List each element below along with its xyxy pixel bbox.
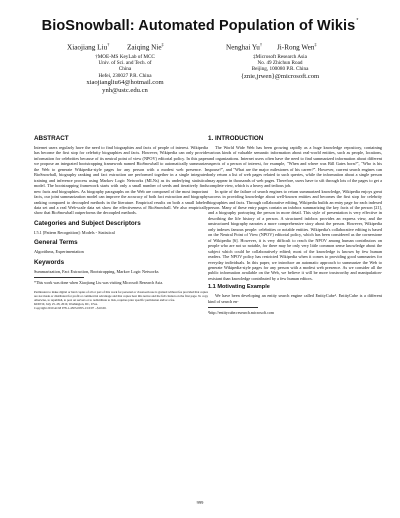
page-number: 999 [196,500,204,505]
affiliation-ustc: †MOE-MS KeyLab of MCC Univ. of Sci. and Tech. of China Hefei, 230027 P.R. China xiaojiangliu64@hotmail.com ynh@ustc.edu.cn [70,54,180,95]
paragraph: We have been developing an entity search engine called EntityCube¹. EntityCube is a different kind of search en- [208,293,382,304]
motivating-example-heading: 1.1 Motivating Example [208,284,270,291]
footnote-rule [34,277,84,278]
general-terms-text: Algorithms, Experimentation [34,249,84,255]
categories-text: I.5.1 [Pattern Recognition]: Models - Statistical [34,229,115,235]
keywords-heading: Keywords [34,258,65,266]
author-name: Xiaojiang Liu† [67,42,110,52]
author-name: Ji-Rong Wen‡ [277,42,317,52]
general-terms-heading: General Terms [34,239,78,247]
footnote: *This work was done when Xiaojiang Liu was visiting Microsoft Research Asia. [34,280,164,286]
keywords-text: Summarization, Fact Extraction, Bootstrapping, Markov Logic Networks [34,268,159,274]
abstract-text: Internet users regularly have the need to find biographies and facts of people of interest. Wikipedia has become the first stop for celebrity biographies and facts. However, Wikipedia can only provide information for celebrities because of its neutral point of view (NPOV) editorial policy. In this paper we propose an integrated bootstrapping framework named BioSnowball to automatically summarize the Web to generate Wikipedia-style pages for any person with a modest web presence. In BioSnowball, biography ranking and fact extraction are performed together in a single integrated training and inference process using Markov Logic Networks (MLNs) as its underlying statistical model. The bootstrapping framework starts with only a small number of seeds and iteratively finds new facts and biographies. As biography paragraphs on the Web are composed of the most important facts, our joint summarization model can improve the accuracy of both fact extraction and biography ranking compared to decoupled methods in the literature. Empirical results on both a small labeled data set and a real Web-scale data set show the effectiveness of BioSnowball. We also empirically show that BioSnowball outperforms the decoupled methods. [34,145,208,216]
footnote-rule [208,307,258,308]
paragraph: In spite of the failure of search engines to return summarized knowledge, Wikipedia enjoys great success in providing knowledge about well-known entities and becomes the first stop for celebrity biographies and facts. Through collaborative editing, Wikipedia builds an entry page for each indexed person. Many of these entry pages contain an infobox summarizing the key facts of the person [21], and a biography portraying the person in more detail. This style of presentation is very effective in describing the life history of a person. A structured infobox provides an express view, and the unstructured biography narrates a more comprehensive story about the person. However, Wikipedia only indexes famous people: celebrities or notable entities. Wikipedia's collaborative editing is based on the Neutral Point of View (NPOV) editorial policy, which has been considered as the cornerstone of Wikipedia [6]. However, it is very difficult to reach the NPOV among human contributors on people who are not so notable, for there may be only very little common sense knowledge about the subject which could be collaboratively edited; most of the knowledge is known by few human readers. The NPOV policy has restricted Wikipedia when it comes to providing good summaries for everyday individuals. In this paper, we introduce an automatic approach to summarize the Web to generate Wikipedia-style pages for any person with a modest web presence. As we consider all the public information available on the Web, we believe it will be more trustworthy and manipulation-resistant than knowledge contributed by a few human editors. [208,188,382,281]
permission-notice: Permission to make digital or hard copies of all or part of this work for personal or classroom use is granted without fee provided that copies are not made or distributed for profit or commercial advantage and that copies bear this notice and the full citation on the first page. To copy otherwise, to republish, to post on servers or to redistribute to lists, requires prior specific permission and/or a fee. KDD'10, July 25–28, 2010, Washington, DC, USA. Copyright 2010 ACM 978-1-4503-0055-1/10/07 ...$10.00. [34,290,208,310]
abstract-heading: ABSTRACT [34,135,69,142]
footnote-url: ¹http://entitycube.research.microsoft.com [208,310,274,316]
introduction-heading: 1. INTRODUCTION [208,135,264,142]
left-column [34,135,208,311]
right-column [208,135,382,315]
title-text: BioSnowball: Automated Population of Wikis [41,18,356,34]
author-name: Nenghai Yu† [226,42,263,52]
author-email: ynh@ustc.edu.cn [102,86,148,94]
author-block [0,42,400,128]
affiliation-msra: ‡Microsoft Research Asia No. 49 Zhichun Road Beijing, 100080 P.R. China {znie,jrwen}@microsoft.com [225,54,335,81]
author-email: xiaojiangliu64@hotmail.com [86,78,164,86]
author-email: {znie,jrwen}@microsoft.com [240,72,320,80]
categories-heading: Categories and Subject Descriptors [34,219,141,227]
author-name: Zaiqing Nie‡ [127,42,164,52]
paper-title [0,18,400,34]
title-footnote-mark: * [356,18,359,24]
paragraph: The World Wide Web has been growing rapidly as a huge knowledge repository, containing various kinds of valuable semantic information about real-world entities, such as people, locations, and organizations. Internet users often have the need to find summarized information about different aspects of a person of interest, for example, "When and where was Bill Gates born?", "Who is his spouse?", and "What are the major milestones of his career?". However, current search engines can only return a list of web pages related to such queries, while the information about a single person may appear in thousands of web pages. Therefore, users have to sift through lots of the pages to get a complete view, which is a heavy and tedious job. [208,145,382,189]
